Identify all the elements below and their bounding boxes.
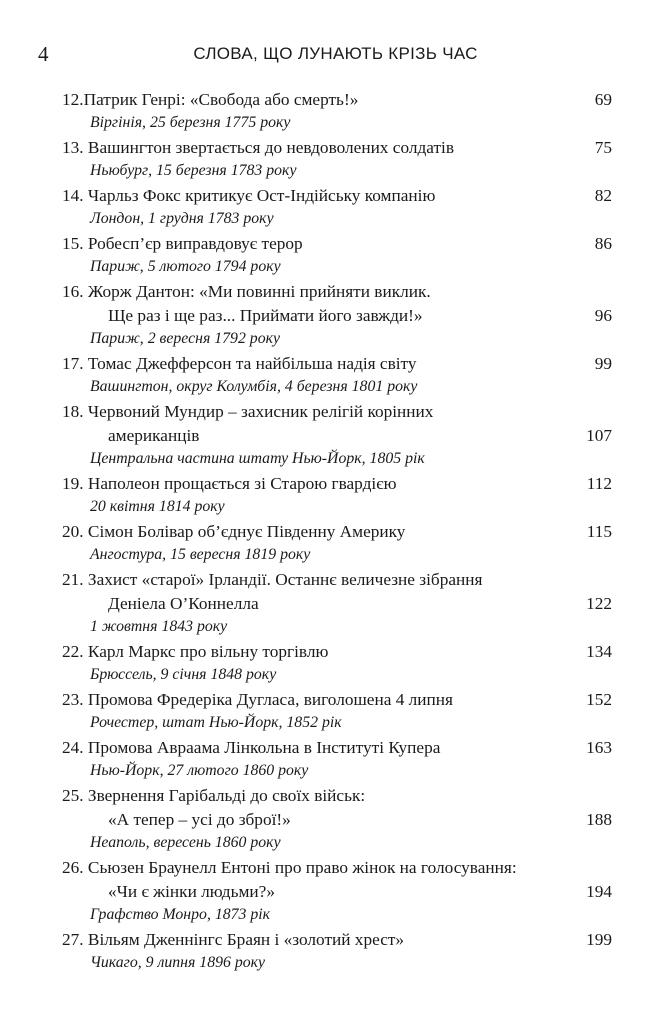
entry-title: 22. Карл Маркс про вільну торгівлю [62,642,329,661]
entry-title: 19. Наполеон прощається зі Старою гвардією [62,474,397,493]
entry-title-continuation: «А тепер – усі до зброї!» [108,810,291,829]
entry-place-date: Париж, 2 вересня 1792 року [90,330,280,347]
entry-page-number: 115 [586,522,612,541]
entry-page-number: 163 [586,738,612,757]
entry-place-date: Ангостура, 15 вересня 1819 року [90,546,311,563]
entry-title: 24. Промова Авраама Лінкольна в Інституті Купера [62,738,441,757]
entry-place-date: 1 жовтня 1843 року [90,618,228,635]
entry-title: 18. Червоний Мундир – захисник релігій корінних [62,402,434,421]
entry-place-date: Рочестер, штат Нью-Йорк, 1852 рік [90,714,342,731]
entry-title: 14. Чарльз Фокс критикує Ост-Індійську компанію [62,186,436,205]
toc-entry [62,736,618,782]
toc-entry [62,232,618,278]
entry-page-number: 107 [586,426,612,445]
entry-place-date: Ньюбург, 15 березня 1783 року [90,162,297,179]
entry-page-number: 122 [586,594,612,613]
page-number: 4 [38,42,49,66]
toc-entry [62,784,618,854]
entry-page-number: 75 [594,138,612,157]
running-header [38,42,613,68]
entry-page-number: 152 [586,690,612,709]
entry-title: 26. Сьюзен Браунелл Ентоні про право жінок на голосування: [62,858,517,877]
toc-entry [62,472,618,518]
entry-title: 17. Томас Джефферсон та найбільша надія світу [62,354,417,373]
entry-page-number: 199 [586,930,612,949]
entry-page-number: 96 [594,306,612,325]
entry-page-number: 188 [586,810,612,829]
entry-page-number: 134 [586,642,612,661]
entry-place-date: Вашингтон, округ Колумбія, 4 березня 1801 року [90,378,418,395]
entry-place-date: Віргінія, 25 березня 1775 року [90,114,291,131]
entry-title: 20. Сімон Болівар об’єднує Південну Америку [62,522,406,541]
entry-place-date: Лондон, 1 грудня 1783 року [90,210,274,227]
entry-place-date: Графство Монро, 1873 рік [90,906,271,923]
entry-title: 27. Вільям Дженнінгс Браян і «золотий хрест» [62,930,405,949]
entry-title: 13. Вашингтон звертається до невдоволених солдатів [62,138,455,157]
entry-place-date: Неаполь, вересень 1860 року [90,834,281,851]
toc-entry [62,640,618,686]
toc-entry [62,352,618,398]
entry-place-date: Чикаго, 9 липня 1896 року [90,954,266,971]
entry-place-date: Центральна частина штату Нью-Йорк, 1805 рік [90,450,425,467]
entry-page-number: 99 [594,354,612,373]
entry-title: 15. Робесп’єр виправдовує терор [62,234,303,253]
toc-entry [62,856,618,926]
entry-place-date: Брюссель, 9 січня 1848 року [90,666,277,683]
toc-entry [62,280,618,350]
entry-page-number: 82 [594,186,612,205]
toc-entry [62,928,618,974]
toc-entry [62,400,618,470]
entry-title-continuation: Ще раз і ще раз... Приймати його завжди!» [108,306,423,325]
toc-entry [62,184,618,230]
entry-title: 16. Жорж Дантон: «Ми повинні прийняти виклик. [62,282,431,301]
table-of-contents [62,88,618,976]
entry-title: 21. Захист «старої» Ірландії. Останнє величезне зібрання [62,570,483,589]
entry-title: 23. Промова Фредеріка Дугласа, виголошена 4 липня [62,690,453,709]
toc-entry [62,568,618,638]
entry-place-date: Париж, 5 лютого 1794 року [90,258,281,275]
toc-entry [62,688,618,734]
entry-title-continuation: американців [108,426,200,445]
toc-entry [62,136,618,182]
entry-title-continuation: «Чи є жінки людьми?» [108,882,275,901]
entry-page-number: 194 [586,882,612,901]
toc-entry [62,88,618,134]
entry-title: 12.Патрик Генрі: «Свобода або смерть!» [62,90,359,109]
entry-title: 25. Звернення Гарібальді до своїх військ: [62,786,366,805]
toc-entry [62,520,618,566]
entry-page-number: 86 [594,234,612,253]
entry-title-continuation: Деніела О’Коннелла [108,594,259,613]
entry-page-number: 112 [586,474,612,493]
entry-place-date: Нью-Йорк, 27 лютого 1860 року [90,762,309,779]
entry-place-date: 20 квітня 1814 року [90,498,225,515]
entry-page-number: 69 [594,90,612,109]
running-title: СЛОВА, ЩО ЛУНАЮТЬ КРІЗЬ ЧАС [193,44,478,63]
